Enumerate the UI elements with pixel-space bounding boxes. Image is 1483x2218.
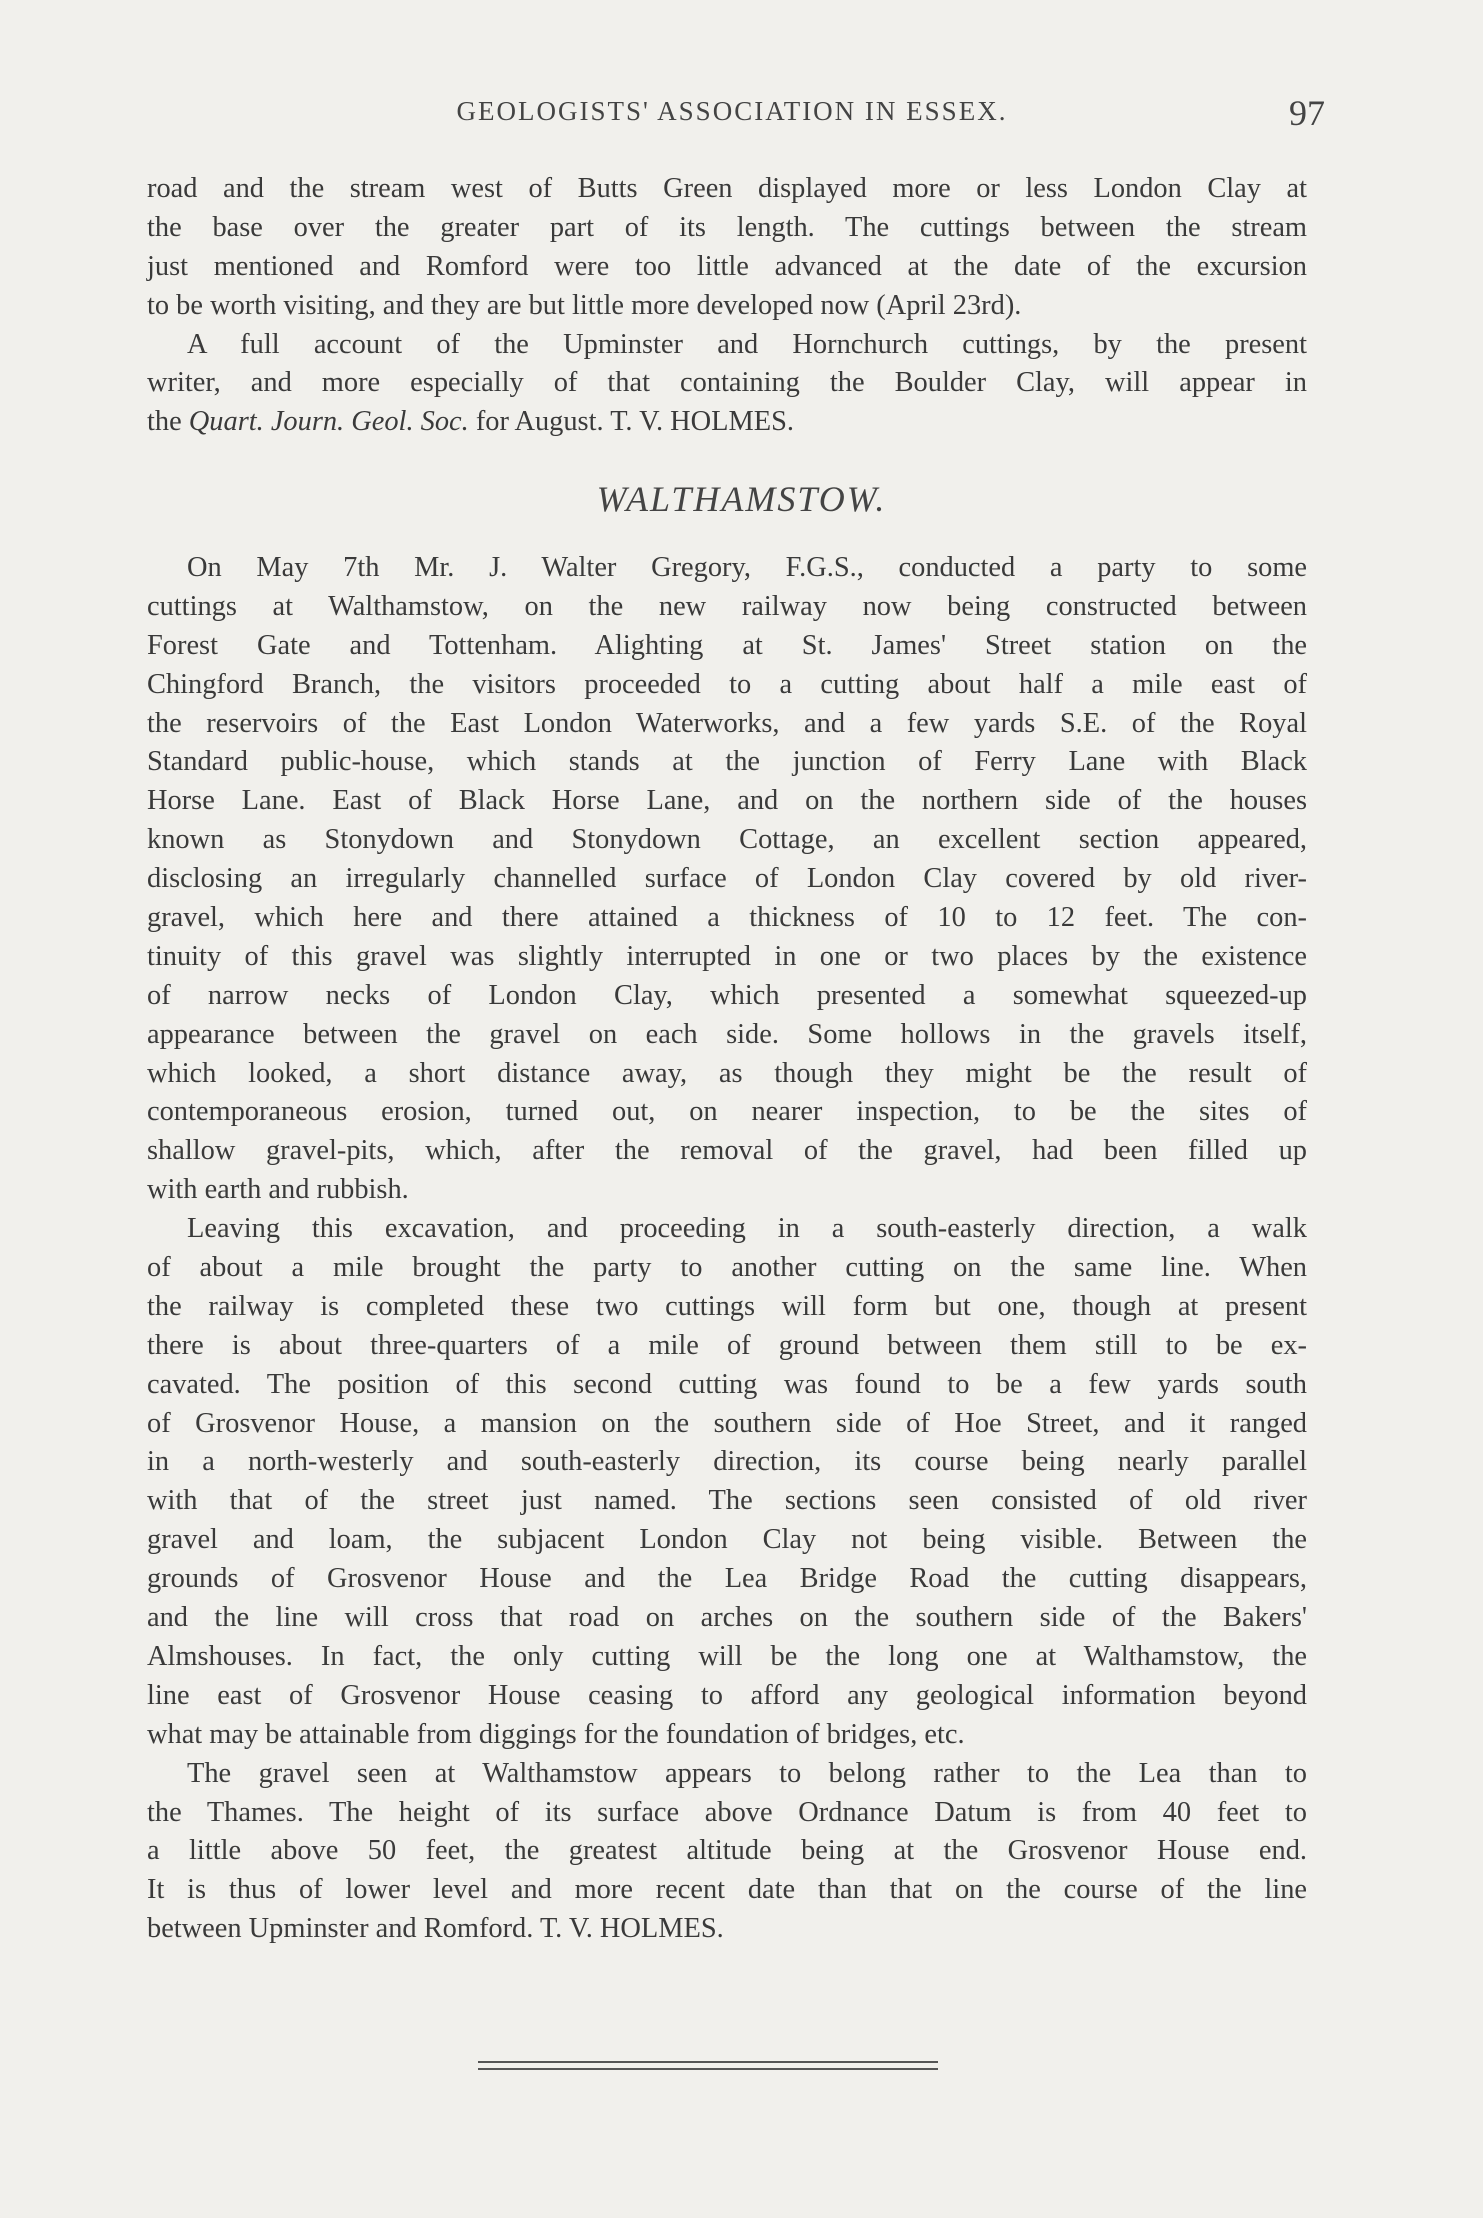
- text-line: Chingford Branch, the visitors proceeded to a cutting about half a mile east of: [147, 668, 1307, 700]
- text-line: the reservoirs of the East London Waterworks, and a few yards S.E. of the Royal: [147, 707, 1307, 739]
- text-line: tinuity of this gravel was slightly interrupted in one or two places by the existence: [147, 940, 1307, 972]
- text-line: in a north-westerly and south-easterly direction, its course being nearly parallel: [147, 1446, 1307, 1478]
- text-line: Leaving this excavation, and proceeding in a south-easterly direction, a walk: [187, 1213, 1307, 1245]
- text-line: there is about three-quarters of a mile of ground between them still to be ex-: [147, 1329, 1307, 1361]
- text-line: just mentioned and Romford were too little advanced at the date of the excursion: [147, 250, 1307, 282]
- text-line: shallow gravel-pits, which, after the removal of the gravel, had been filled up: [147, 1135, 1307, 1167]
- text-line: Standard public-house, which stands at the junction of Ferry Lane with Black: [147, 746, 1307, 778]
- text-line: the base over the greater part of its length. The cuttings between the stream: [147, 211, 1307, 243]
- text-line: cavated. The position of this second cutting was found to be a few yards south: [147, 1368, 1307, 1400]
- text-line: the railway is completed these two cuttings will form but one, though at present: [147, 1290, 1307, 1322]
- text-line: It is thus of lower level and more recent date than that on the course of the line: [147, 1874, 1307, 1906]
- text-line: The gravel seen at Walthamstow appears to belong rather to the Lea than to: [187, 1757, 1307, 1789]
- journal-title: Quart. Journ. Geol. Soc.: [188, 406, 469, 438]
- text-line: of about a mile brought the party to another cutting on the same line. When: [147, 1252, 1307, 1284]
- end-rule: [478, 2061, 938, 2063]
- text-line: with that of the street just named. The sections seen consisted of old river: [147, 1485, 1307, 1517]
- page-number: 97: [1289, 93, 1325, 133]
- text-line: Forest Gate and Tottenham. Alighting at St. James' Street station on the: [147, 629, 1307, 661]
- text-line: of narrow necks of London Clay, which presented a somewhat squeezed-up: [147, 979, 1307, 1011]
- text-line: cuttings at Walthamstow, on the new railway now being constructed between: [147, 590, 1307, 622]
- text-line: writer, and more especially of that containing the Boulder Clay, will appear in: [147, 367, 1307, 399]
- text-line: which looked, a short distance away, as though they might be the result of: [147, 1057, 1307, 1089]
- text-line: gravel, which here and there attained a thickness of 10 to 12 feet. The con-: [147, 902, 1307, 934]
- author-signature: T. V. HOLMES.: [610, 406, 794, 438]
- text-line: what may be attainable from diggings for the foundation of bridges, etc.: [147, 1718, 965, 1750]
- text-line: appearance between the gravel on each side. Some hollows in the gravels itself,: [147, 1018, 1307, 1050]
- text-line: A full account of the Upminster and Hornchurch cuttings, by the present: [187, 328, 1307, 360]
- text-line: line east of Grosvenor House ceasing to afford any geological information beyond: [147, 1679, 1307, 1711]
- paragraph-upminster-cuttings: [147, 170, 1307, 442]
- text-line: a little above 50 feet, the greatest altitude being at the Grosvenor House end.: [147, 1835, 1307, 1867]
- text-line: road and the stream west of Butts Green displayed more or less London Clay at: [147, 173, 1307, 204]
- text-line: disclosing an irregularly channelled surface of London Clay covered by old river-: [147, 863, 1307, 895]
- text-line: On May 7th Mr. J. Walter Gregory, F.G.S., conducted a party to some: [187, 552, 1307, 583]
- text-line: known as Stonydown and Stonydown Cottage, an excellent section appeared,: [147, 824, 1307, 856]
- text-line: grounds of Grosvenor House and the Lea Bridge Road the cutting disappears,: [147, 1563, 1307, 1595]
- text-line: the Thames. The height of its surface above Ordnance Datum is from 40 feet to: [147, 1796, 1307, 1828]
- text-line: Almshouses. In fact, the only cutting will be the long one at Walthamstow, the: [147, 1640, 1307, 1672]
- text-line: of Grosvenor House, a mansion on the southern side of Hoe Street, and it ranged: [147, 1407, 1307, 1439]
- end-rule: [478, 2068, 938, 2070]
- text-line: gravel and loam, the subjacent London Clay not being visible. Between the: [147, 1524, 1307, 1556]
- paragraph-walthamstow: [147, 549, 1307, 1949]
- text-line: contemporaneous erosion, turned out, on nearer inspection, to be the sites of: [147, 1096, 1307, 1128]
- text-line: with earth and rubbish.: [147, 1174, 409, 1206]
- text-line: to be worth visiting, and they are but little more developed now (April 23rd).: [147, 289, 1022, 321]
- page-header: [147, 92, 1325, 142]
- section-heading: WALTHAMSTOW.: [596, 479, 887, 519]
- author-signature: T. V. HOLMES.: [539, 1913, 724, 1945]
- text-line: and the line will cross that road on arches on the southern side of the Bakers': [147, 1602, 1307, 1634]
- text-line: the Quart. Journ. Geol. Soc. for August. T. V. HOLMES.: [147, 403, 1307, 442]
- text-line: between Upminster and Romford. T. V. HOLMES.: [147, 1910, 1307, 1949]
- text-line: Horse Lane. East of Black Horse Lane, and on the northern side of the houses: [147, 785, 1307, 817]
- running-title: GEOLOGISTS' ASSOCIATION IN ESSEX.: [456, 96, 1008, 126]
